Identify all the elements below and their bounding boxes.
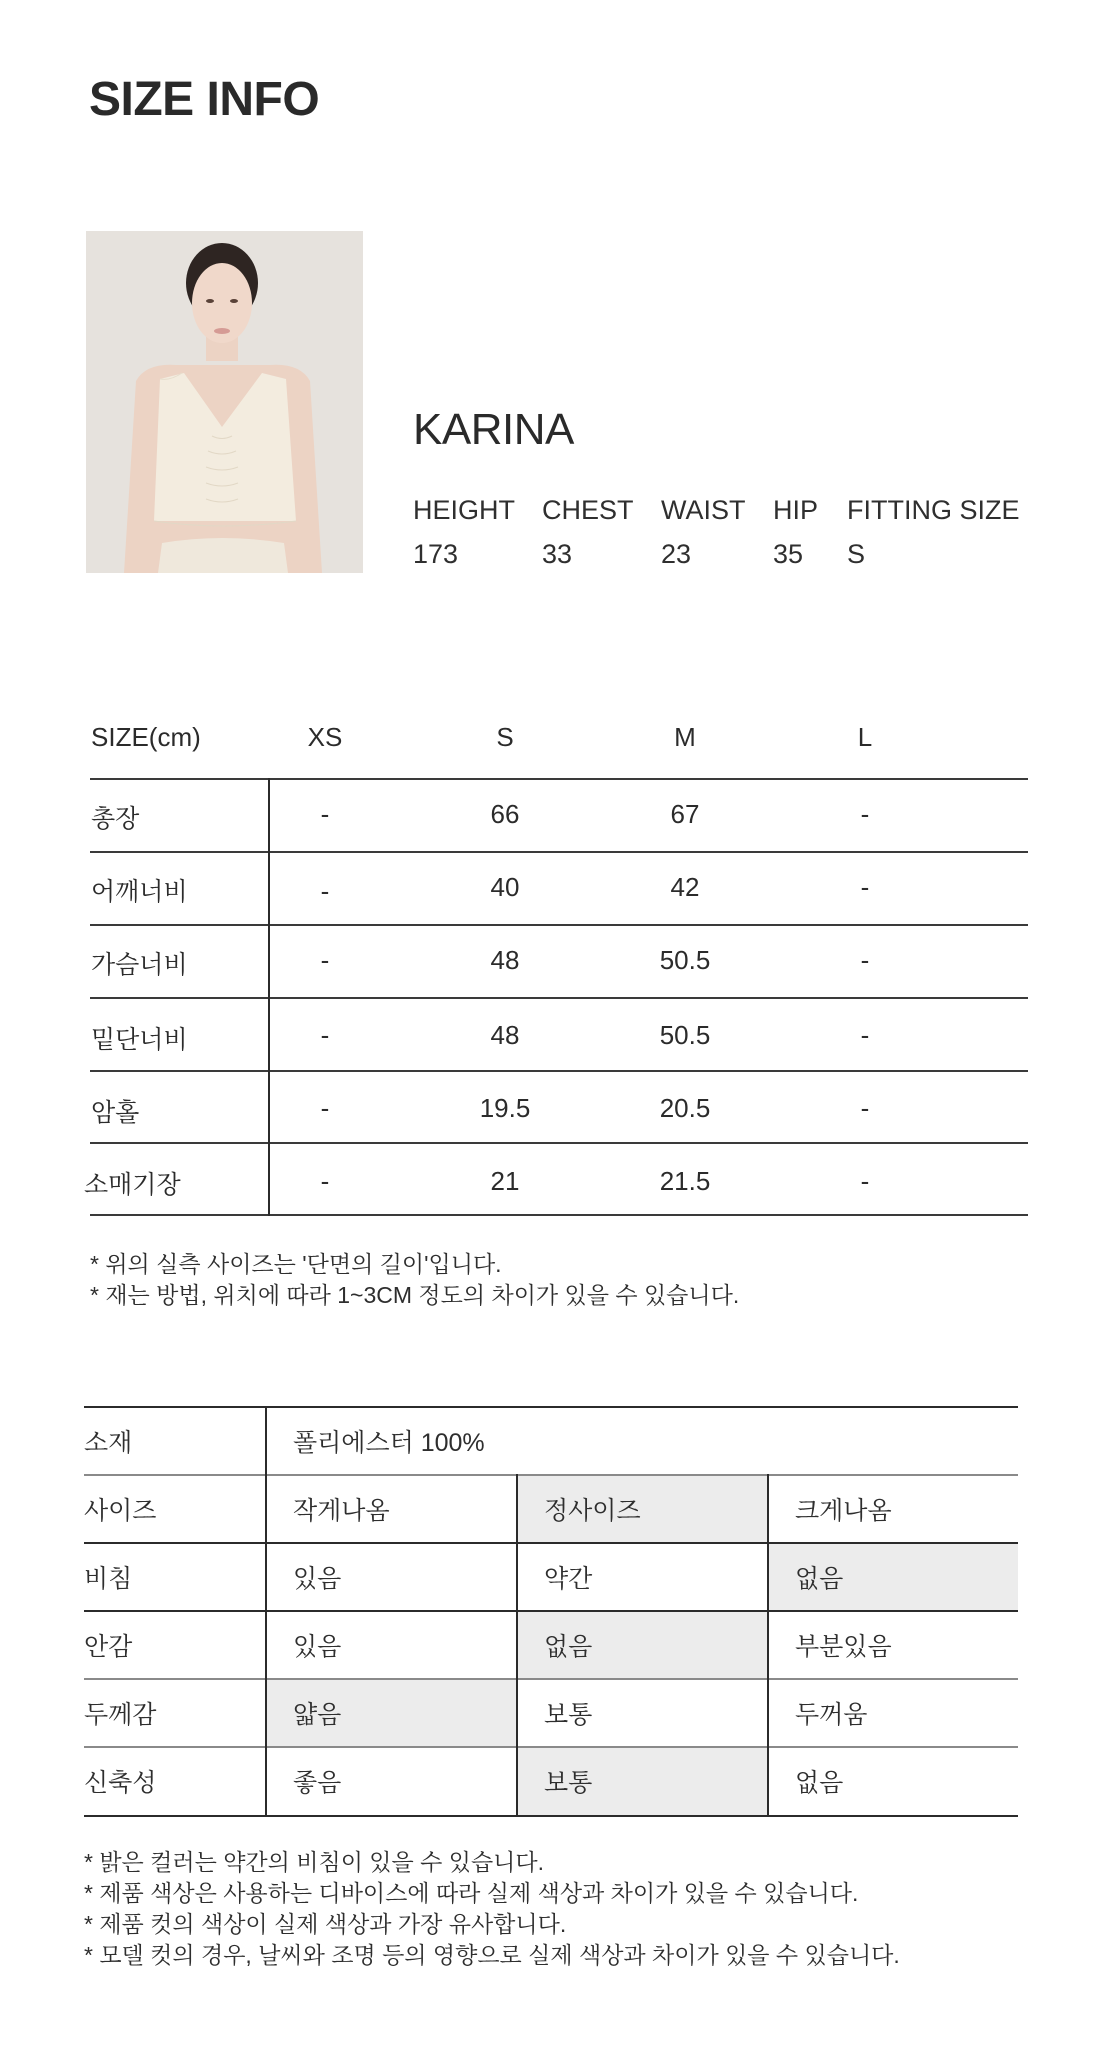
option-cell: 두꺼움 [795,1701,868,1729]
cell-m: 20.5 [659,1093,711,1123]
stat-value: 173 [413,539,459,569]
row-label: 두께감 [84,1701,157,1729]
size-header-label: SIZE(cm) [91,722,201,752]
cell-m: 50.5 [659,1020,711,1050]
cell-xs: - [320,1020,330,1050]
row-label: 총장 [91,805,140,833]
stat-height [413,495,515,570]
table-divider [90,1070,1028,1072]
cell-l: - [860,1093,870,1123]
size-header-s: S [496,722,514,752]
stat-value: 33 [542,539,573,569]
stat-value: S [847,539,866,569]
table-divider [90,778,1028,780]
material-note: * 제품 컷의 색상이 실제 색상과 가장 유사합니다. [84,1911,567,1937]
table-divider [90,997,1028,999]
row-label: 사이즈 [84,1497,157,1525]
cell-s: 40 [490,872,520,902]
table-divider [90,1214,1028,1216]
option-cell: 있음 [293,1633,342,1661]
option-cell-selected: 보통 [544,1769,593,1797]
stat-fitting-size [847,495,1020,570]
stat-label: HEIGHT [413,495,516,525]
option-cell: 크게나옴 [795,1497,892,1525]
row-label: 밑단너비 [91,1026,188,1054]
cell-s: 66 [490,799,520,829]
cell-l: - [860,1020,870,1050]
size-header-xs: XS [307,722,343,752]
option-cell: 부분있음 [795,1633,892,1661]
cell-m: 21.5 [659,1166,711,1196]
row-label: 암홀 [91,1099,140,1127]
cell-l: - [860,872,870,902]
table-divider [84,1406,1018,1408]
table-divider [90,924,1028,926]
option-cell-selected: 없음 [795,1565,844,1593]
row-label: 비침 [84,1565,133,1593]
option-cell-selected: 얇음 [293,1701,342,1729]
stat-hip [773,495,818,570]
cell-s: 21 [490,1166,520,1196]
option-cell-selected: 없음 [544,1633,593,1661]
fabric-value: 폴리에스터 100% [293,1429,485,1457]
stat-value: 23 [661,539,692,569]
stat-value: 35 [773,539,804,569]
material-note: * 밝은 컬러는 약간의 비침이 있을 수 있습니다. [84,1849,544,1875]
size-note: * 위의 실측 사이즈는 '단면의 길이'입니다. [90,1251,502,1277]
model-name: KARINA [413,405,574,454]
stat-waist [661,495,746,570]
table-divider [84,1815,1018,1817]
option-cell: 없음 [795,1769,844,1797]
stat-chest [542,495,634,570]
cell-xs: - [320,799,330,829]
option-cell: 있음 [293,1565,342,1593]
stat-label: HIP [773,495,819,525]
row-label: 어깨너비 [91,878,188,906]
cell-xs: - [320,876,330,906]
row-label: 소매기장 [84,1171,181,1199]
material-note: * 제품 색상은 사용하는 디바이스에 따라 실제 색상과 차이가 있을 수 있습니다. [84,1880,859,1906]
cell-l: - [860,945,870,975]
table-divider [90,1142,1028,1144]
model-photo [86,231,363,573]
cell-m: 42 [670,872,700,902]
option-cell: 보통 [544,1701,593,1729]
cell-l: - [860,799,870,829]
option-cell: 좋음 [293,1769,342,1797]
cell-m: 50.5 [659,945,711,975]
cell-xs: - [320,1166,330,1196]
page-title: SIZE INFO [89,73,320,126]
cell-s: 48 [490,945,520,975]
size-header-l: L [857,722,873,752]
stat-label: CHEST [542,495,634,525]
material-note: * 모델 컷의 경우, 날씨와 조명 등의 영향으로 실제 색상과 차이가 있을 수 있습니다. [84,1942,900,1968]
option-cell: 작게나옴 [293,1497,390,1525]
cell-s: 48 [490,1020,520,1050]
column-divider [268,778,270,1216]
size-note: * 재는 방법, 위치에 따라 1~3CM 정도의 차이가 있을 수 있습니다. [90,1282,740,1308]
model-image-icon [86,231,363,573]
cell-s: 19.5 [479,1093,531,1123]
row-label: 신축성 [84,1769,157,1797]
cell-xs: - [320,945,330,975]
option-cell: 약간 [544,1565,593,1593]
cell-m: 67 [670,799,700,829]
row-label: 소재 [84,1429,133,1457]
row-label: 안감 [84,1633,133,1661]
cell-l: - [860,1166,870,1196]
stat-label: WAIST [661,495,746,525]
cell-xs: - [320,1093,330,1123]
option-cell-selected: 정사이즈 [544,1497,641,1525]
size-header-m: M [674,722,696,752]
row-label: 가슴너비 [91,951,188,979]
stat-label: FITTING SIZE [847,495,1020,525]
table-divider [90,851,1028,853]
